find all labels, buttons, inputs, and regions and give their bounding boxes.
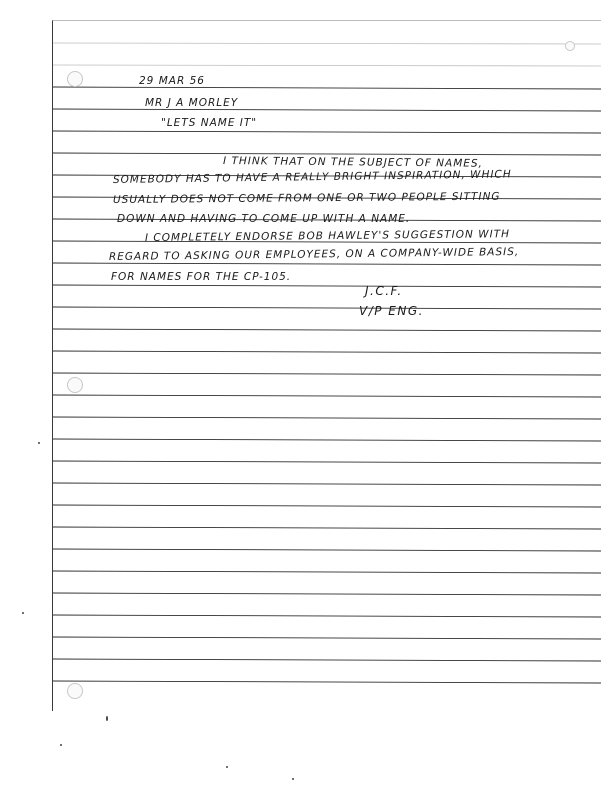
signature-initials: J.C.F. — [365, 284, 403, 298]
body-line-2: SOMEBODY HAS TO HAVE A REALLY BRIGHT INSPIRATION, WHICH — [112, 168, 512, 186]
ruled-notepad-page — [52, 20, 601, 711]
memo-date: 29 MAR 56 — [139, 75, 205, 87]
scan-speck — [226, 766, 228, 768]
memo-recipient: MR J A MORLEY — [145, 97, 239, 109]
body-line-1: I THINK THAT ON THE SUBJECT OF NAMES, — [223, 155, 484, 170]
scan-speck — [22, 612, 24, 614]
body-line-6: REGARD TO ASKING OUR EMPLOYEES, ON A COMPANY-WIDE BASIS, — [108, 245, 520, 263]
signature-title: V/P ENG. — [359, 304, 424, 318]
handwritten-memo — [53, 21, 601, 711]
scan-speck — [60, 744, 62, 746]
body-line-4: DOWN AND HAVING TO COME UP WITH A NAME. — [117, 213, 411, 225]
body-line-3: USUALLY DOES NOT COME FROM ONE OR TWO PEOPLE SITTING — [112, 190, 501, 206]
scan-speck — [38, 442, 40, 444]
memo-subject: "LETS NAME IT" — [161, 117, 258, 129]
body-line-5: I COMPLETELY ENDORSE BOB HAWLEY'S SUGGESTION WITH — [144, 228, 511, 244]
scan-speck — [292, 778, 294, 780]
scan-speck — [106, 716, 108, 721]
body-line-7: FOR NAMES FOR THE CP-105. — [111, 271, 292, 283]
